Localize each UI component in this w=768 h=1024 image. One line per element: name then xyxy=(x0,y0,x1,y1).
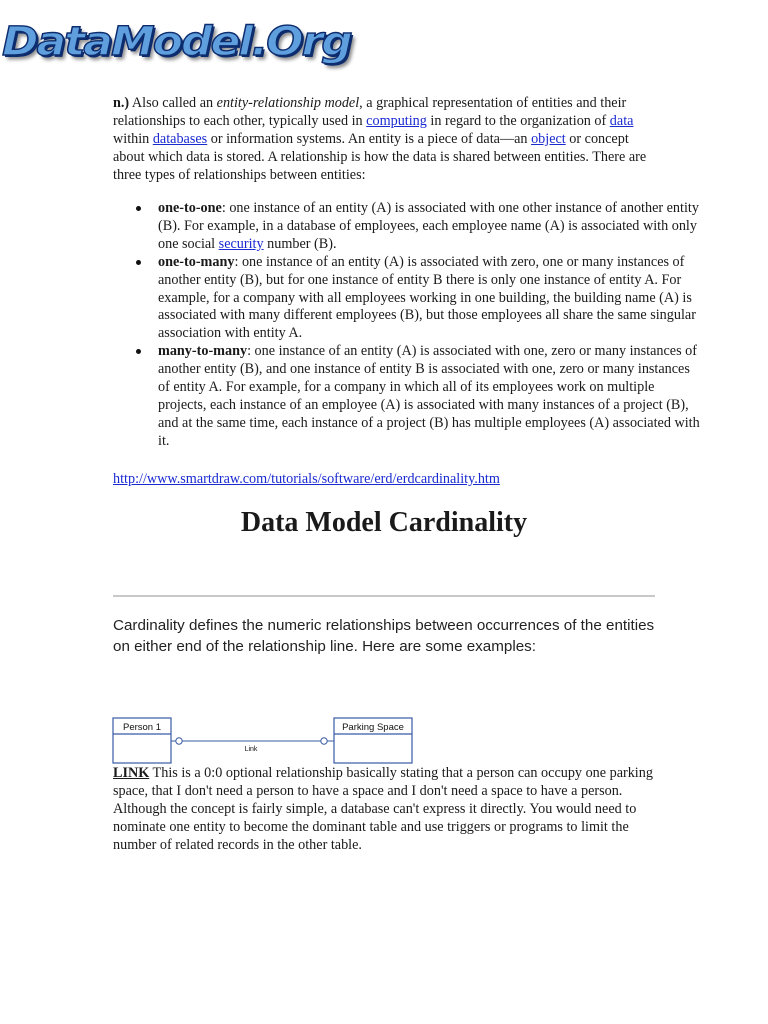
link-databases[interactable]: databases xyxy=(152,130,208,147)
site-logo: DataModel.Org xyxy=(2,18,351,66)
list-item-one-to-one: one-to-one: one instance of an entity (A) is associated with one other instance of another entity (B). For example, in a database of employees, each employee name (A) is associated with only one social security number (B). xyxy=(158,200,703,254)
source-url-link[interactable]: http://www.smartdraw.com/tutorials/software/erd/erdcardinality.htm xyxy=(113,471,500,487)
type-name: one-to-one xyxy=(158,200,222,216)
relationship-label: Link xyxy=(244,746,258,753)
link-data[interactable]: data xyxy=(609,112,634,129)
link-object[interactable]: object xyxy=(531,130,566,147)
type-name: one-to-many xyxy=(158,253,235,270)
entity-person xyxy=(113,718,171,763)
entity-parking-space-label: Parking Space xyxy=(342,722,404,733)
term-entity-relationship-model: entity-relationship model xyxy=(216,95,360,111)
link-security[interactable]: security xyxy=(218,235,264,252)
definition-lead: n.) xyxy=(113,95,130,111)
relationship-types-list xyxy=(113,200,703,451)
entity-parking-space xyxy=(334,718,412,763)
type-name: many-to-many xyxy=(158,343,248,360)
intro-paragraph: Cardinality defines the numeric relationships between occurrences of the entities on either end of the relationship line. Here are some examples: xyxy=(113,617,655,655)
er-diagram xyxy=(112,717,416,767)
divider xyxy=(113,595,655,597)
optional-marker-right xyxy=(321,738,327,744)
link-computing[interactable]: computing xyxy=(366,112,427,129)
link-heading: LINK xyxy=(113,765,150,781)
page-title: Data Model Cardinality xyxy=(240,507,528,538)
optional-marker-left xyxy=(176,738,182,744)
list-item-one-to-many: one-to-many: one instance of an entity (A) is associated with zero, one or many instances of another entity (B), but for one instance of entity B there is only one instance of entity A. For example, for a company with all employees working in one building, the building name (A) is associated with many different employees (B), but those employees all share the same singular association with entity A. xyxy=(158,254,703,344)
entity-person-label: Person 1 xyxy=(122,722,162,733)
definition-paragraph: n.) Also called an entity-relationship model, a graphical representation of entities and their relationships to each other, typically used in computing in regard to the organization of data within databases or information systems. An entity is a piece of data—an object or concept about which data is stored. A relationship is how the data is shared between entities. There are three types of relationships between entities: xyxy=(113,95,647,183)
list-item-many-to-many: many-to-many: one instance of an entity (A) is associated with one, zero or many instances of another entity (B), and one instance of entity B is associated with one, zero or many instances of entity A. For example, for a company in which all of its employees work on multiple projects, each instance of an employee (A) is associated with many instances of a project (B), and at the same time, each instance of a project (B) has multiple employees (A) associated with it. xyxy=(158,343,703,450)
link-description: LINK This is a 0:0 optional relationship basically stating that a person can occupy one parking space, that I don't need a person to have a space and I don't need a space to have a person. Although the concept is fairly simple, a database can't express it directly. You would need to nominate one entity to become the dominant table and use triggers or programs to limit the number of related records in the other table. xyxy=(113,765,653,853)
